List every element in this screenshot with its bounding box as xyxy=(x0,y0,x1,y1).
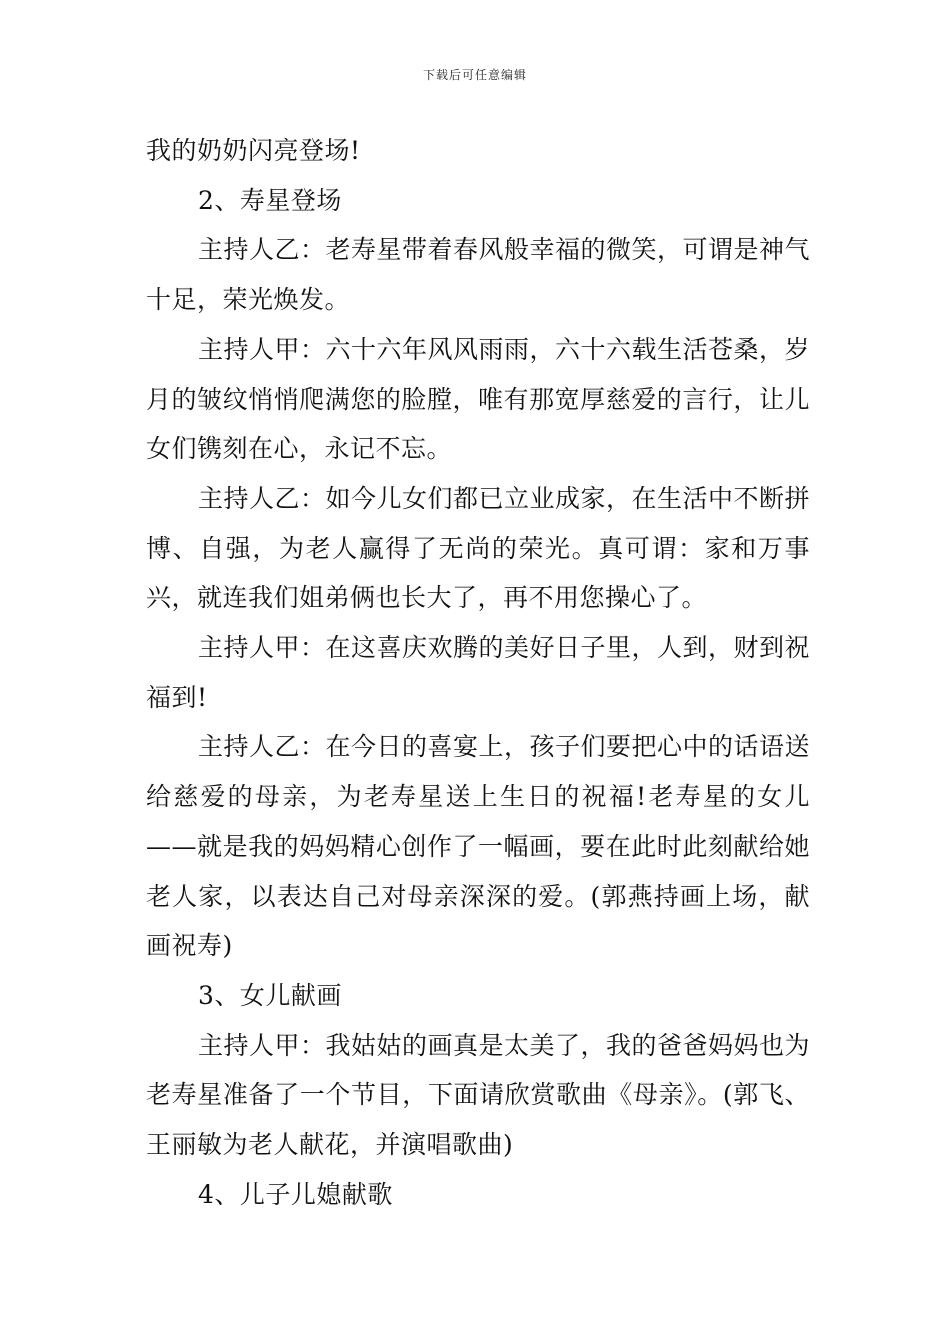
page-header: 下载后可任意编辑 xyxy=(422,68,527,82)
section-heading: 2、寿星登场 xyxy=(198,185,342,215)
paragraph: 主持人甲：在这喜庆欢腾的美好日子里，人到，财到祝福到! xyxy=(146,633,811,712)
paragraph: 主持人乙：如今儿女们都已立业成家，在生活中不断拼博、自强，为老人赢得了无尚的荣光。真可谓：家和万事兴，就连我们姐弟俩也长大了，再不用您操心了。 xyxy=(146,483,811,613)
section-heading: 4、儿子儿媳献歌 xyxy=(198,1179,393,1209)
paragraph: 主持人乙：在今日的喜宴上，孩子们要把心中的话语送给慈爱的母亲，为老寿星送上生日的祝福!老寿星的女儿——就是我的妈妈精心创作了一幅画，要在此时此刻献给她老人家，以表达自己对母亲深深的爱。(郭燕持画上场，献画祝寿) xyxy=(146,732,811,961)
paragraph: 主持人甲：我姑姑的画真是太美了，我的爸爸妈妈也为老寿星准备了一个节目，下面请欣赏歌曲《母亲》。(郭飞、王丽敏为老人献花，并演唱歌曲) xyxy=(146,1030,811,1160)
section-heading: 3、女儿献画 xyxy=(198,980,342,1010)
paragraph: 主持人乙：老寿星带着春风般幸福的微笑，可谓是神气十足，荣光焕发。 xyxy=(146,235,811,315)
document-body xyxy=(146,126,810,1219)
paragraph: 主持人甲：六十六年风风雨雨，六十六载生活苍桑，岁月的皱纹悄悄爬满您的脸膛，唯有那宽厚慈爱的言行，让儿女们镌刻在心，永记不忘。 xyxy=(146,334,811,464)
paragraph: 我的奶奶闪亮登场! xyxy=(146,136,361,165)
